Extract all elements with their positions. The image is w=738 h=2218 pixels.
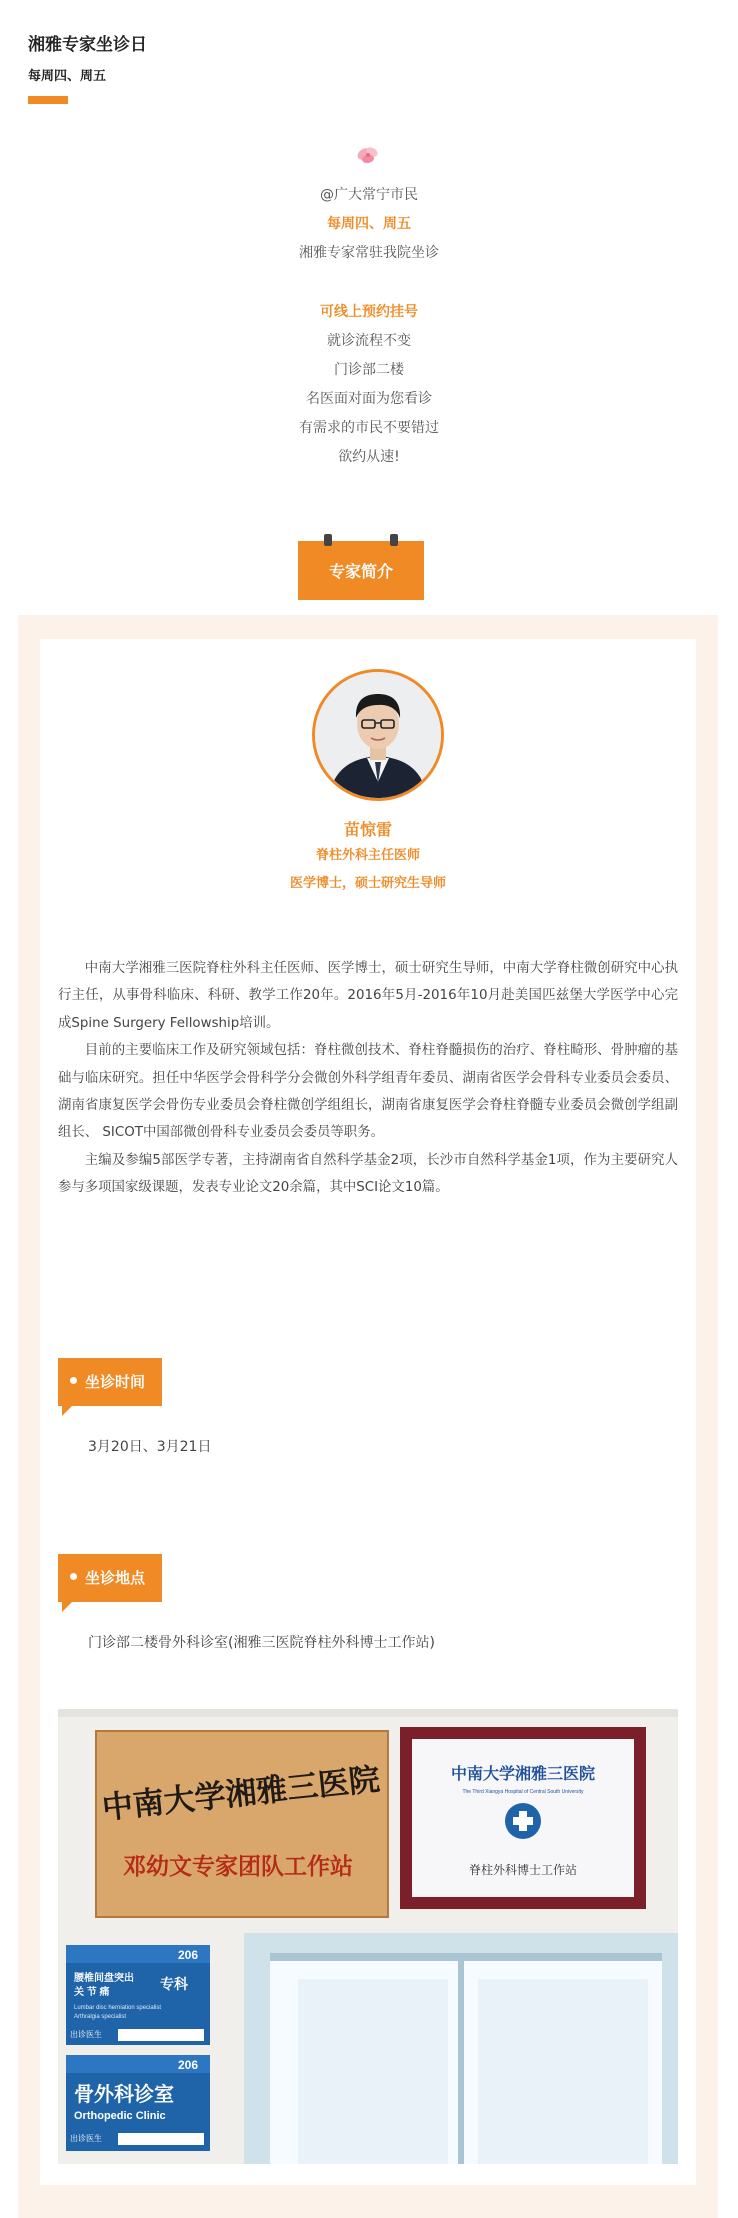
sign2-english: Orthopedic Clinic	[74, 2110, 166, 2122]
bio-paragraph: 中南大学湘雅三医院脊柱外科主任医师、医学博士，硕士研究生导师，中南大学脊柱微创研究中心执行主任，从事骨科临床、科研、教学工作20年。2016年5月-2016年10月赴美国匹兹堡大学医学中心完成Spine Surgery Fellowship培训。	[58, 961, 678, 1031]
pin-icon	[324, 534, 332, 546]
intro-line: 欲约从速!	[338, 449, 400, 465]
intro-booking: 可线上预约挂号	[320, 304, 418, 320]
bullet-icon	[70, 1377, 77, 1384]
bio-paragraph: 目前的主要临床工作及研究领域包括：脊柱微创技术、脊柱脊髓损伤的治疗、脊柱畸形、骨肿瘤的基础与临床研究。担任中华医学会骨科学分会微创外科学组青年委员、湖南省医学会骨科专业委员会委员、湖南省康复医学会骨伤专业委员会脊柱微创学组组长，湖南省康复医学会脊柱脊髓专业委员会微创学组副组长、 SICOT中国部微创骨科专业委员会委员等职务。	[58, 1043, 678, 1141]
sign1-doctor: 出诊医生	[70, 2030, 102, 2039]
bullet-icon	[70, 1573, 77, 1580]
sign2-room: 206	[177, 2058, 198, 2072]
schedule-label: 坐诊时间	[85, 1373, 146, 1391]
page-subtitle: 每周四、周五	[28, 69, 107, 84]
sign1-english-a: Lumbar disc herniation specialist	[74, 2005, 162, 2011]
schedule-section-tag	[58, 1358, 162, 1406]
sign1-room: 206	[177, 1948, 198, 1962]
sign1-title-b: 关 节 痛	[74, 1987, 110, 1998]
page-title: 湘雅专家坐诊日	[28, 35, 147, 55]
schedule-dates: 3月20日、3月21日	[88, 1439, 212, 1455]
doctor-degree: 医学博士，硕士研究生导师	[289, 876, 446, 891]
title-underline	[28, 96, 68, 104]
sign2-title: 骨外科诊室	[74, 2084, 174, 2106]
sign1-english-b: Arthralgia specialist	[74, 2014, 127, 2020]
intro-days: 每周四、周五	[327, 216, 411, 232]
intro-line: 门诊部二楼	[334, 362, 404, 378]
expert-intro-tab	[298, 541, 424, 600]
doctor-avatar	[312, 669, 444, 801]
bio-paragraph: 主编及参编5部医学专著，主持湖南省自然科学基金2项，长沙市自然科学基金1项，作为主要研究人参与多项国家级课题，发表专业论文20余篇，其中SCI论文10篇。	[58, 1152, 678, 1196]
intro-line: 名医面对面为您看诊	[306, 391, 432, 407]
board-subtitle: 邓幼文专家团队工作站	[123, 1854, 353, 1879]
expert-card	[40, 639, 696, 2185]
intro-greeting: @广大常宁市民	[320, 187, 418, 203]
intro-text	[0, 185, 738, 476]
expert-intro-label: 专家简介	[328, 562, 393, 581]
doctor-bio	[58, 955, 678, 1202]
clinic-photo	[58, 1709, 678, 2164]
location-label: 坐诊地点	[85, 1569, 146, 1587]
plaque-text: 脊柱外科博士工作站	[468, 1863, 578, 1877]
location-text: 门诊部二楼骨外科诊室(湘雅三医院脊柱外科博士工作站)	[88, 1635, 435, 1651]
sign1-title-a: 腰椎间盘突出	[74, 1973, 134, 1984]
doctor-name: 苗惊雷	[343, 820, 392, 839]
intro-line: 湘雅专家常驻我院坐诊	[299, 245, 439, 261]
pin-icon	[390, 534, 398, 546]
board-title: 中南大学湘雅三医院	[100, 1761, 382, 1826]
intro-line: 有需求的市民不要错过	[299, 420, 439, 436]
sign2-doctor: 出诊医生	[70, 2134, 102, 2143]
flower-icon	[350, 140, 386, 168]
intro-line: 就诊流程不变	[327, 333, 411, 349]
location-section-tag	[58, 1554, 162, 1602]
plaque-title: 中南大学湘雅三医院	[450, 1766, 596, 1783]
sign1-tag: 专科	[160, 1976, 188, 1992]
expert-panel	[18, 615, 718, 2218]
plaque-english: The Third Xiangya Hospital of Central South University	[462, 1789, 584, 1795]
page-header	[28, 30, 147, 104]
doctor-title: 脊柱外科主任医师	[315, 848, 420, 863]
